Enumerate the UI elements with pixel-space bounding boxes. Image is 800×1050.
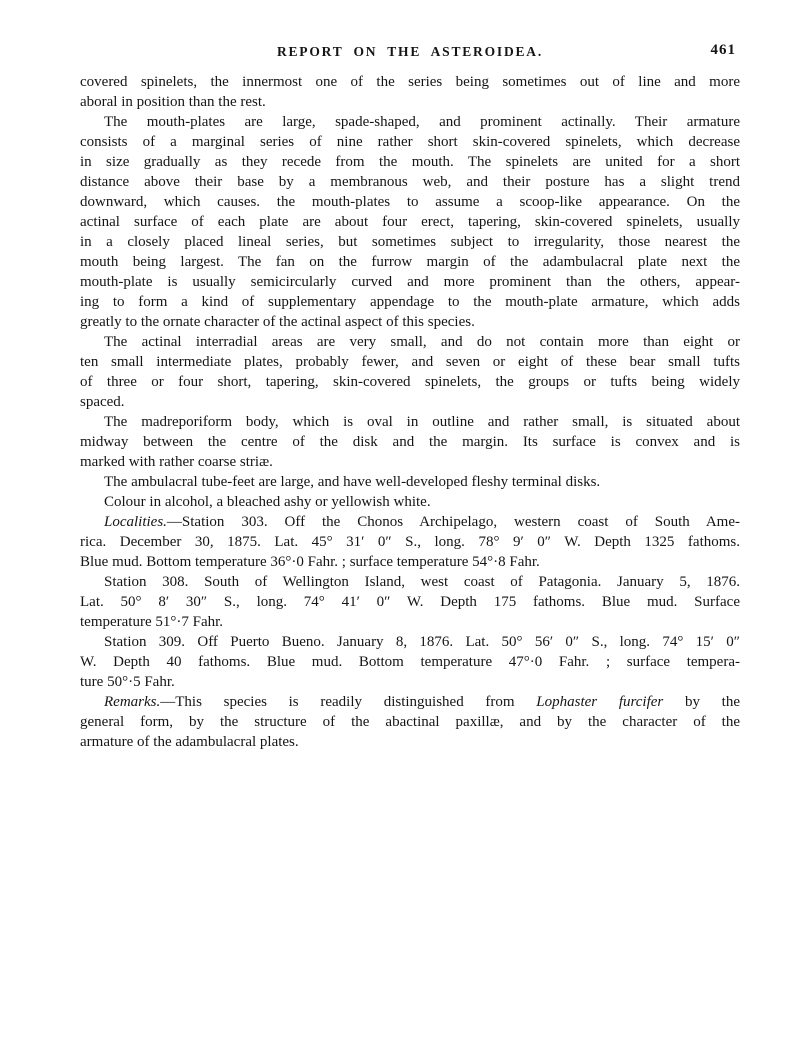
text-line: temperature 51°·7 Fahr. bbox=[80, 614, 224, 630]
paragraph bbox=[80, 472, 740, 492]
text-line: in size gradually as they recede from the mouth. The spinelets are united for a short bbox=[80, 154, 740, 170]
text-line: midway between the centre of the disk and the margin. Its surface is convex and is bbox=[80, 434, 740, 450]
text-line: Blue mud. Bottom temperature 36°·0 Fahr. ; surface temperature 54°·8 Fahr. bbox=[80, 554, 540, 570]
running-title: REPORT ON THE ASTEROIDEA. bbox=[276, 44, 544, 59]
text-line: Station 309. Off Puerto Bueno. January 8, 1876. Lat. 50° 56′ 0″ S., long. 74° 15′ 0″ bbox=[104, 634, 740, 650]
text-line: The ambulacral tube-feet are large, and have well-developed fleshy terminal disks. bbox=[104, 474, 601, 490]
text-line: spaced. bbox=[80, 394, 125, 410]
text-line: mouth being largest. The fan on the furrow margin of the adambulacral plate next the bbox=[80, 254, 740, 270]
text-line: mouth-plate is usually semicircularly curved and more prominent than the others, appear- bbox=[80, 274, 740, 290]
page-body bbox=[80, 72, 740, 752]
paragraph bbox=[80, 632, 740, 692]
paragraph bbox=[80, 412, 740, 472]
text-line: aboral in position than the rest. bbox=[80, 94, 266, 110]
text-line: Remarks.—This species is readily distinguished from Lophaster furcifer by the bbox=[104, 694, 741, 710]
text-line: W. Depth 40 fathoms. Blue mud. Bottom temperature 47°·0 Fahr. ; surface tempera- bbox=[80, 654, 740, 670]
page-number: 461 bbox=[710, 42, 736, 58]
text-line: ing to form a kind of supplementary appendage to the mouth-plate armature, which adds bbox=[80, 294, 740, 310]
text-line: armature of the adambulacral plates. bbox=[80, 734, 299, 750]
text-line: Colour in alcohol, a bleached ashy or yellowish white. bbox=[104, 494, 431, 510]
text-line: The mouth-plates are large, spade-shaped, and prominent actinally. Their armature bbox=[104, 114, 740, 130]
text-line: downward, which causes. the mouth-plates to assume a scoop-like appearance. On the bbox=[80, 194, 740, 210]
text-line: general form, by the structure of the abactinal paxillæ, and by the character of the bbox=[80, 714, 740, 730]
text-line: actinal surface of each plate are about four erect, tapering, skin-covered spinelets, usually bbox=[80, 214, 740, 230]
paragraph bbox=[80, 572, 740, 632]
text-line: of three or four short, tapering, skin-covered spinelets, the groups or tufts being widely bbox=[80, 374, 740, 390]
text-line: marked with rather coarse striæ. bbox=[80, 454, 273, 470]
text-line: distance above their base by a membranous web, and their posture has a slight trend bbox=[80, 174, 740, 190]
text-line: The actinal interradial areas are very small, and do not contain more than eight or bbox=[104, 334, 740, 350]
text-line: Station 308. South of Wellington Island, west coast of Patagonia. January 5, 1876. bbox=[104, 574, 740, 590]
text-line: rica. December 30, 1875. Lat. 45° 31′ 0″ S., long. 78° 9′ 0″ W. Depth 1325 fathoms. bbox=[80, 534, 740, 550]
text-line: Localities.—Station 303. Off the Chonos Archipelago, western coast of South Ame- bbox=[104, 514, 740, 530]
paragraph bbox=[80, 492, 740, 512]
text-line: ten small intermediate plates, probably fewer, and seven or eight of these bear small tufts bbox=[80, 354, 740, 370]
paragraph bbox=[80, 332, 740, 412]
text-line: consists of a marginal series of nine rather short skin-covered spinelets, which decrease bbox=[80, 134, 740, 150]
text-line: in a closely placed lineal series, but sometimes subject to irregularity, those nearest the bbox=[80, 234, 740, 250]
text-line: The madreporiform body, which is oval in outline and rather small, is situated about bbox=[104, 414, 740, 430]
text-line: ture 50°·5 Fahr. bbox=[80, 674, 175, 690]
text-line: greatly to the ornate character of the actinal aspect of this species. bbox=[80, 314, 475, 330]
text-line: Lat. 50° 8′ 30″ S., long. 74° 41′ 0″ W. Depth 175 fathoms. Blue mud. Surface bbox=[80, 594, 740, 610]
paragraph bbox=[80, 112, 740, 332]
paragraph bbox=[80, 72, 740, 112]
text-line: covered spinelets, the innermost one of the series being sometimes out of line and more bbox=[80, 74, 740, 90]
running-header bbox=[80, 44, 740, 62]
paragraph bbox=[80, 512, 740, 572]
paragraph bbox=[80, 692, 740, 752]
